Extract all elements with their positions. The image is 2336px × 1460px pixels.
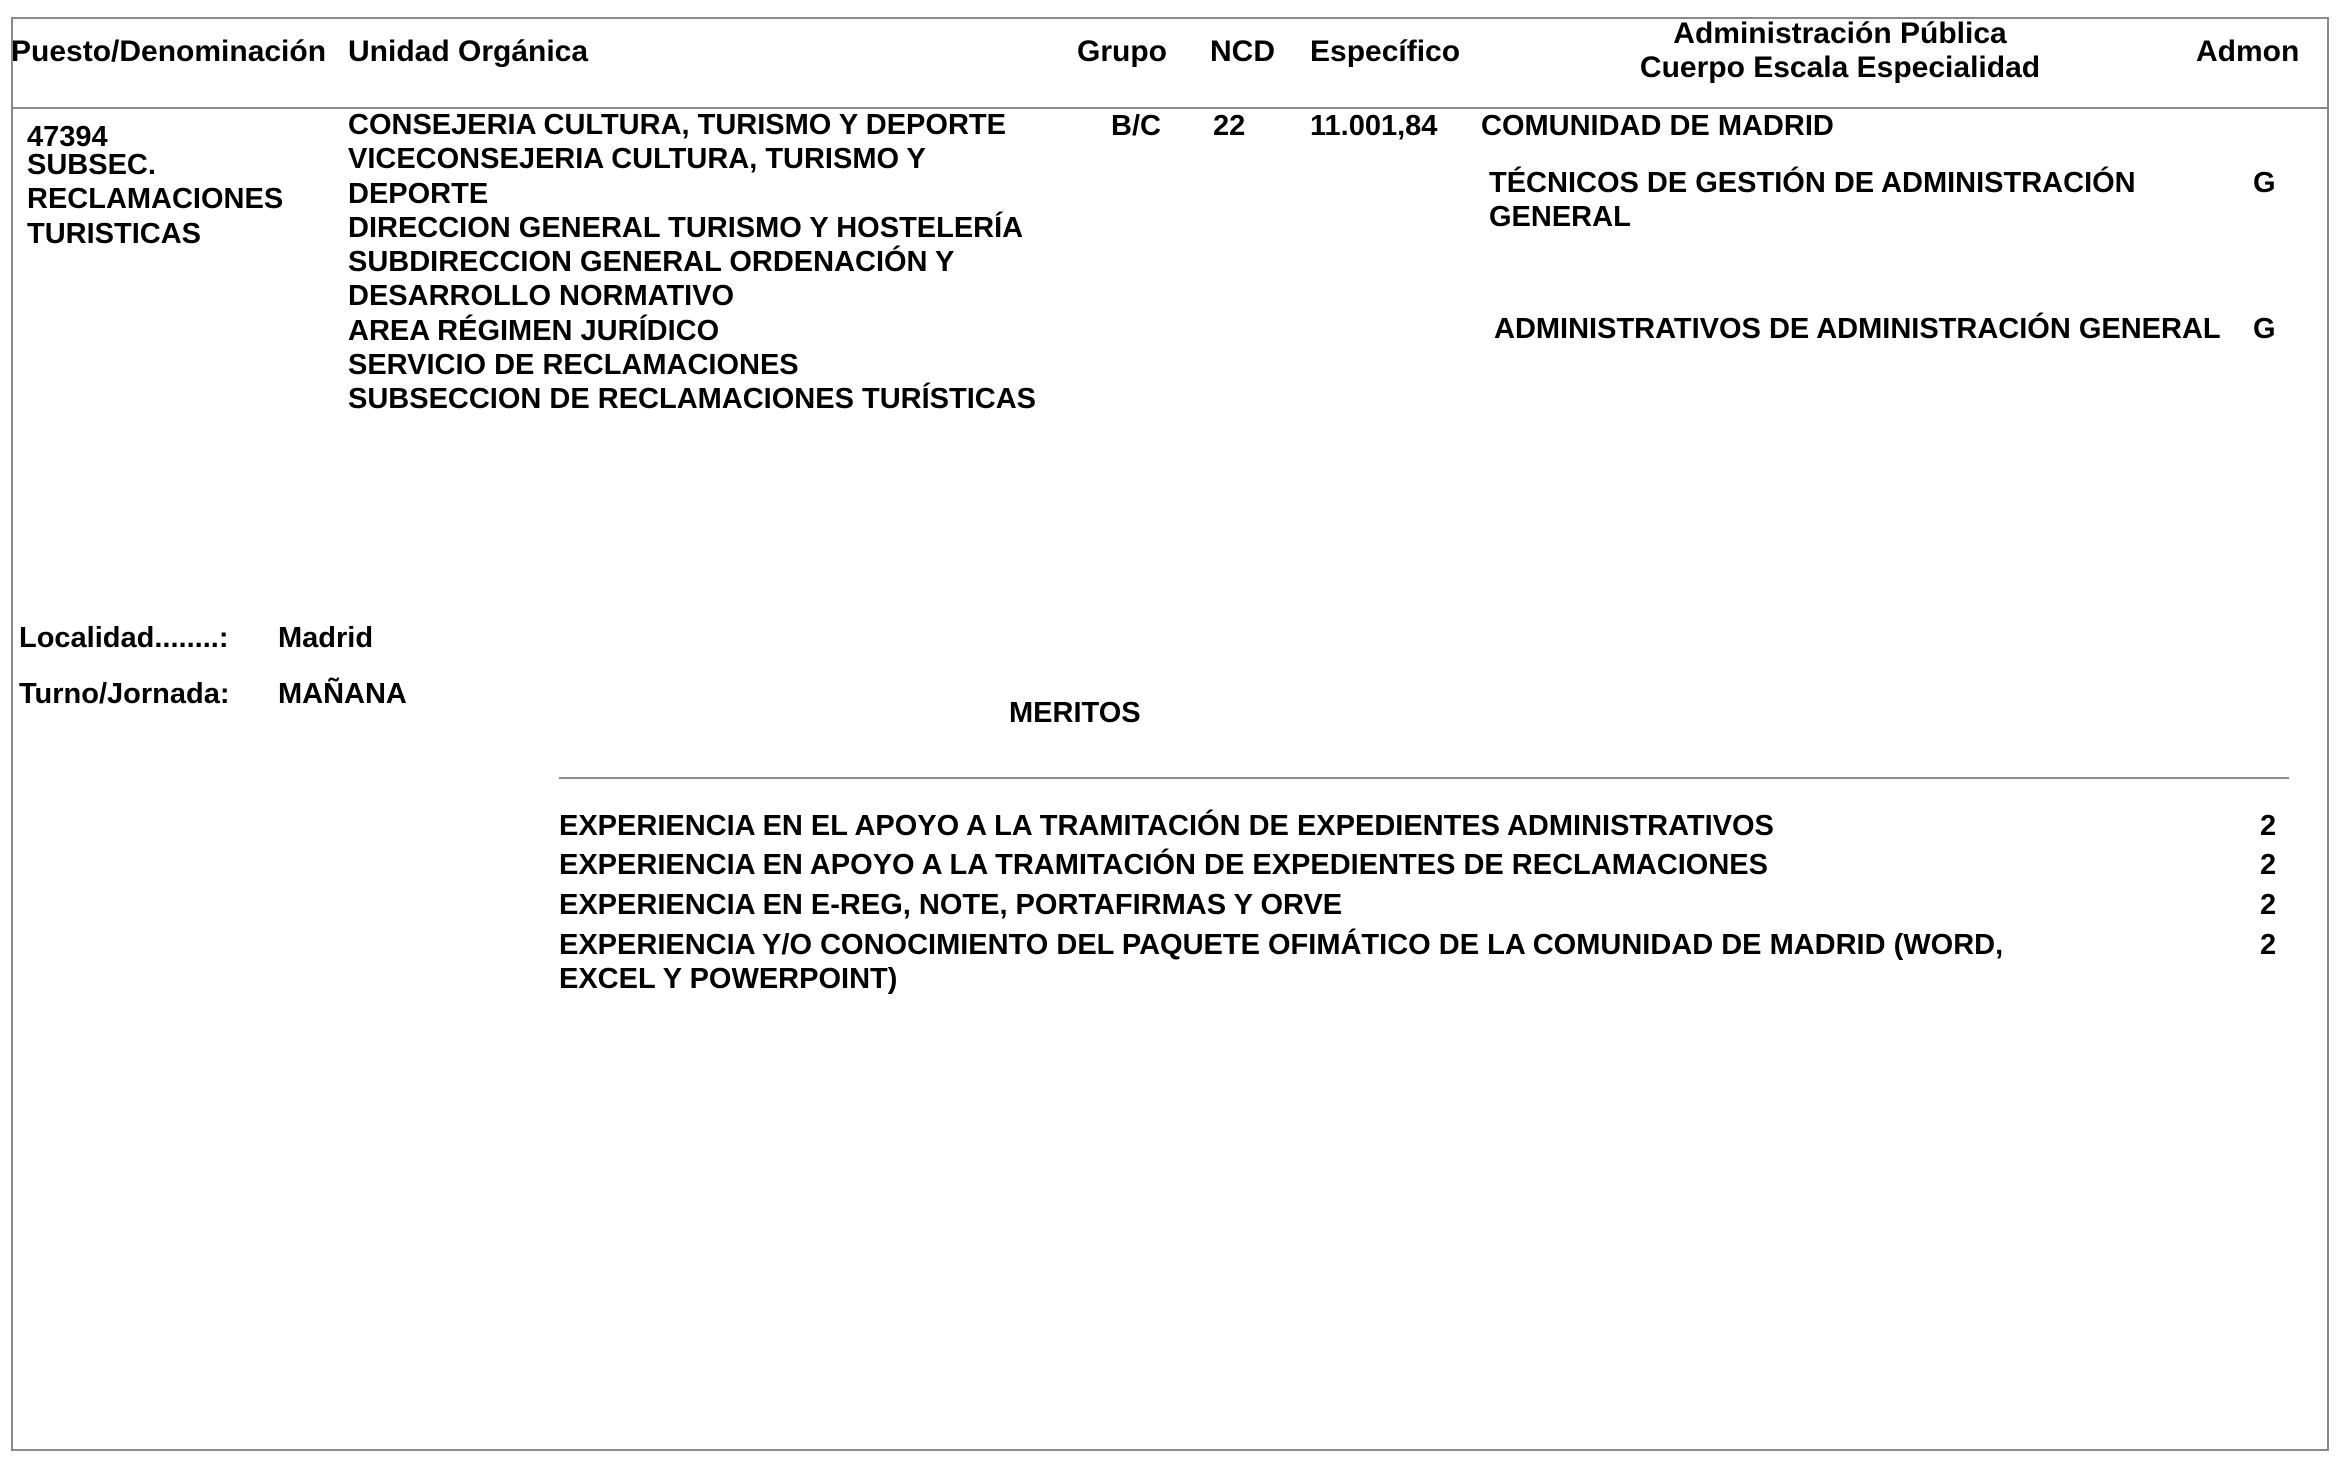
- header-especifico: Específico: [1310, 35, 1461, 68]
- header-puesto: Puesto/Denominación: [11, 35, 327, 68]
- merito-line: EXCEL Y POWERPOINT): [559, 963, 898, 996]
- denominacion-line: TURISTICAS: [27, 217, 201, 250]
- merito-points: 2: [2260, 889, 2277, 921]
- unidad-line: SUBDIRECCION GENERAL ORDENACIÓN Y: [348, 246, 955, 279]
- unidad-line: SERVICIO DE RECLAMACIONES: [348, 349, 799, 382]
- header-unidad: Unidad Orgánica: [348, 35, 589, 68]
- turno-value: MAÑANA: [278, 678, 407, 710]
- grupo-value: B/C: [1111, 110, 1161, 142]
- administracion-value: COMUNIDAD DE MADRID: [1481, 110, 1834, 142]
- merito-points: 2: [2260, 929, 2277, 961]
- turno-label: Turno/Jornada:: [19, 678, 230, 710]
- meritos-divider: [559, 777, 2289, 779]
- cuerpo-line: TÉCNICOS DE GESTIÓN DE ADMINISTRACIÓN: [1489, 167, 2136, 199]
- header-admon: Admon: [2196, 35, 2300, 68]
- meritos-title: MERITOS: [1009, 697, 1141, 729]
- especifico-value: 11.001,84: [1310, 110, 1438, 142]
- puesto-number: 47394: [27, 121, 108, 153]
- header-administracion-publica: Administración Pública: [1673, 17, 2007, 50]
- header-ncd: NCD: [1210, 35, 1275, 68]
- ncd-value: 22: [1213, 110, 1246, 142]
- unidad-line: AREA RÉGIMEN JURÍDICO: [348, 314, 720, 347]
- unidad-line: DESARROLLO NORMATIVO: [348, 280, 735, 313]
- cuerpo-tecnicos-admon: G: [2253, 167, 2276, 199]
- merito-line: EXPERIENCIA Y/O CONOCIMIENTO DEL PAQUETE OFIMÁTICO DE LA COMUNIDAD DE MADRID (WORD,: [559, 929, 2004, 961]
- cuerpo-administrativos: ADMINISTRATIVOS DE ADMINISTRACIÓN GENERAL: [1494, 313, 2221, 345]
- denominacion-line: SUBSEC.: [27, 149, 156, 181]
- cuerpo-line: GENERAL: [1489, 201, 1631, 234]
- puesto-denominacion: [27, 148, 283, 251]
- localidad-value: Madrid: [278, 622, 374, 654]
- cuerpo-tecnicos: [1489, 166, 2136, 235]
- unidad-line: DEPORTE: [348, 177, 489, 210]
- merito-item: EXPERIENCIA EN APOYO A LA TRAMITACIÓN DE EXPEDIENTES DE RECLAMACIONES: [559, 849, 1768, 881]
- unidad-line: CONSEJERIA CULTURA, TURISMO Y DEPORTE: [348, 109, 1006, 141]
- merito-points: 2: [2260, 810, 2277, 842]
- unidad-organica: [348, 108, 1036, 417]
- merito-item: EXPERIENCIA EN EL APOYO A LA TRAMITACIÓN DE EXPEDIENTES ADMINISTRATIVOS: [559, 810, 1774, 842]
- header-grupo: Grupo: [1077, 35, 1167, 68]
- header-cuerpo-escala: Cuerpo Escala Especialidad: [1639, 51, 2041, 84]
- merito-points: 2: [2260, 849, 2277, 881]
- denominacion-line: RECLAMACIONES: [27, 183, 284, 216]
- merito-item: [559, 928, 2003, 997]
- unidad-line: SUBSECCION DE RECLAMACIONES TURÍSTICAS: [348, 383, 1036, 416]
- localidad-label: Localidad........:: [19, 622, 229, 654]
- unidad-line: VICECONSEJERIA CULTURA, TURISMO Y: [348, 143, 926, 176]
- unidad-line: DIRECCION GENERAL TURISMO Y HOSTELERÍA: [348, 211, 1024, 244]
- cuerpo-administrativos-admon: G: [2253, 313, 2276, 345]
- merito-item: EXPERIENCIA EN E-REG, NOTE, PORTAFIRMAS Y ORVE: [559, 889, 1343, 921]
